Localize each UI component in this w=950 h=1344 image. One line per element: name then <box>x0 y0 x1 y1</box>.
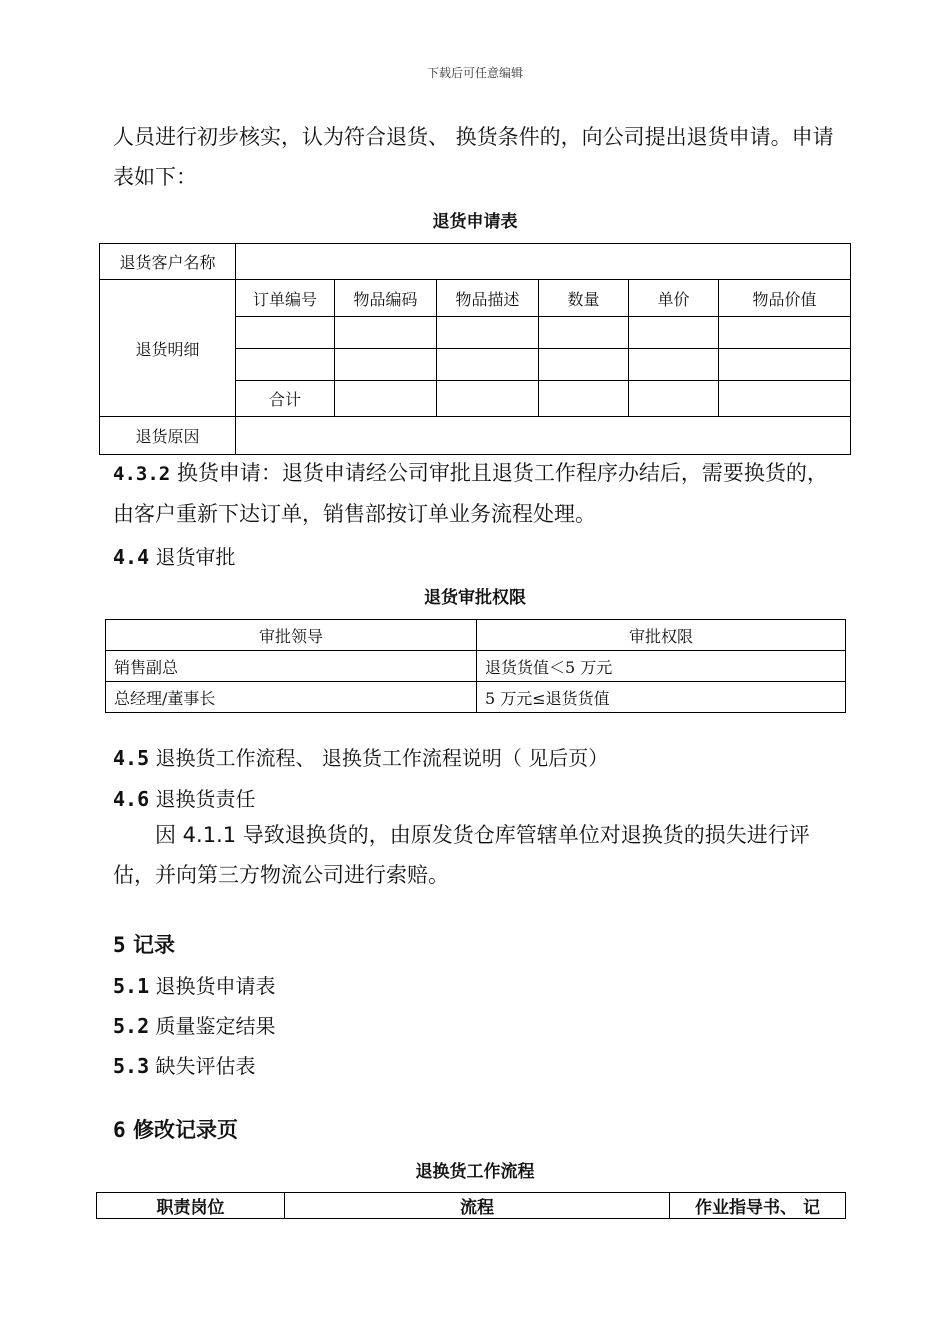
intro-paragraph: 人员进行初步核实，认为符合退货、 换货条件的，向公司提出退货申请。申请表如下： <box>113 125 834 189</box>
approval-authority-table <box>105 619 846 713</box>
table-row <box>106 682 846 713</box>
section-text: 退换货申请表 <box>155 974 276 998</box>
section-text: 缺失评估表 <box>155 1054 256 1078</box>
section-number: 5.2 <box>113 1014 150 1038</box>
section-number: 5 <box>113 933 126 957</box>
section-5 <box>113 929 175 959</box>
section-4-6 <box>113 783 255 812</box>
header-note: 下载后可任意编辑 <box>426 66 523 80</box>
col-item-value: 物品价值 <box>719 280 851 317</box>
col-item-desc: 物品描述 <box>437 280 539 317</box>
customer-name-label: 退货客户名称 <box>100 244 236 280</box>
section-number: 4.4 <box>113 545 150 569</box>
reason-cell <box>236 417 851 455</box>
return-application-table <box>99 243 851 455</box>
section-4-5 <box>113 742 608 771</box>
header-instructions: 作业指导书、 记 <box>670 1193 846 1219</box>
section-number: 5.1 <box>113 974 150 998</box>
approver-cell: 销售副总 <box>106 651 477 682</box>
section-text: 质量鉴定结果 <box>155 1014 276 1038</box>
header-role: 职责岗位 <box>97 1193 285 1219</box>
reason-label: 退货原因 <box>100 417 236 455</box>
table2-title: 退货审批权限 <box>424 588 526 608</box>
table1-title: 退货申请表 <box>432 212 518 232</box>
workflow-table <box>96 1192 846 1219</box>
col-quantity: 数量 <box>539 280 629 317</box>
section-4-3-2 <box>113 453 843 534</box>
section-4-6-paragraph: 因 4.1.1 导致退换货的，由原发货仓库管辖单位对退换货的损失进行评估，并向第三方物流公司进行索赔。 <box>113 823 810 887</box>
approver-cell: 总经理/董事长 <box>106 682 477 713</box>
section-text: 退换货责任 <box>155 787 256 811</box>
authority-cell: 退货货值＜5 万元 <box>477 651 846 682</box>
section-5-1 <box>113 970 275 999</box>
section-text: 退换货工作流程、 退换货工作流程说明（ 见后页） <box>155 746 609 770</box>
section-number: 4.3.2 <box>113 463 171 485</box>
table-row <box>106 651 846 682</box>
customer-name-cell <box>236 244 851 280</box>
section-number: 6 <box>113 1118 126 1142</box>
section-number: 4.5 <box>113 746 150 770</box>
section-number: 5.3 <box>113 1054 150 1078</box>
header-process: 流程 <box>285 1193 670 1219</box>
table3-title: 退换货工作流程 <box>415 1162 535 1182</box>
detail-label: 退货明细 <box>100 280 236 417</box>
section-5-2 <box>113 1010 275 1039</box>
section-5-3 <box>113 1050 255 1079</box>
section-6 <box>113 1114 238 1144</box>
section-number: 4.6 <box>113 787 150 811</box>
section-text: 修改记录页 <box>132 1118 238 1142</box>
col-item-code: 物品编码 <box>335 280 437 317</box>
header-approver: 审批领导 <box>106 620 477 651</box>
total-label: 合计 <box>236 381 335 417</box>
col-unit-price: 单价 <box>629 280 719 317</box>
section-text: 退货审批 <box>155 545 236 569</box>
col-order-no: 订单编号 <box>236 280 335 317</box>
header-authority: 审批权限 <box>477 620 846 651</box>
section-4-4 <box>113 541 235 570</box>
section-text: 换货申请：退货申请经公司审批且退货工作程序办结后，需要换货的，由客户重新下达订单，销售部按订单业务流程处理。 <box>113 461 828 526</box>
authority-cell: 5 万元≤退货货值 <box>477 682 846 713</box>
section-text: 记录 <box>132 933 175 957</box>
